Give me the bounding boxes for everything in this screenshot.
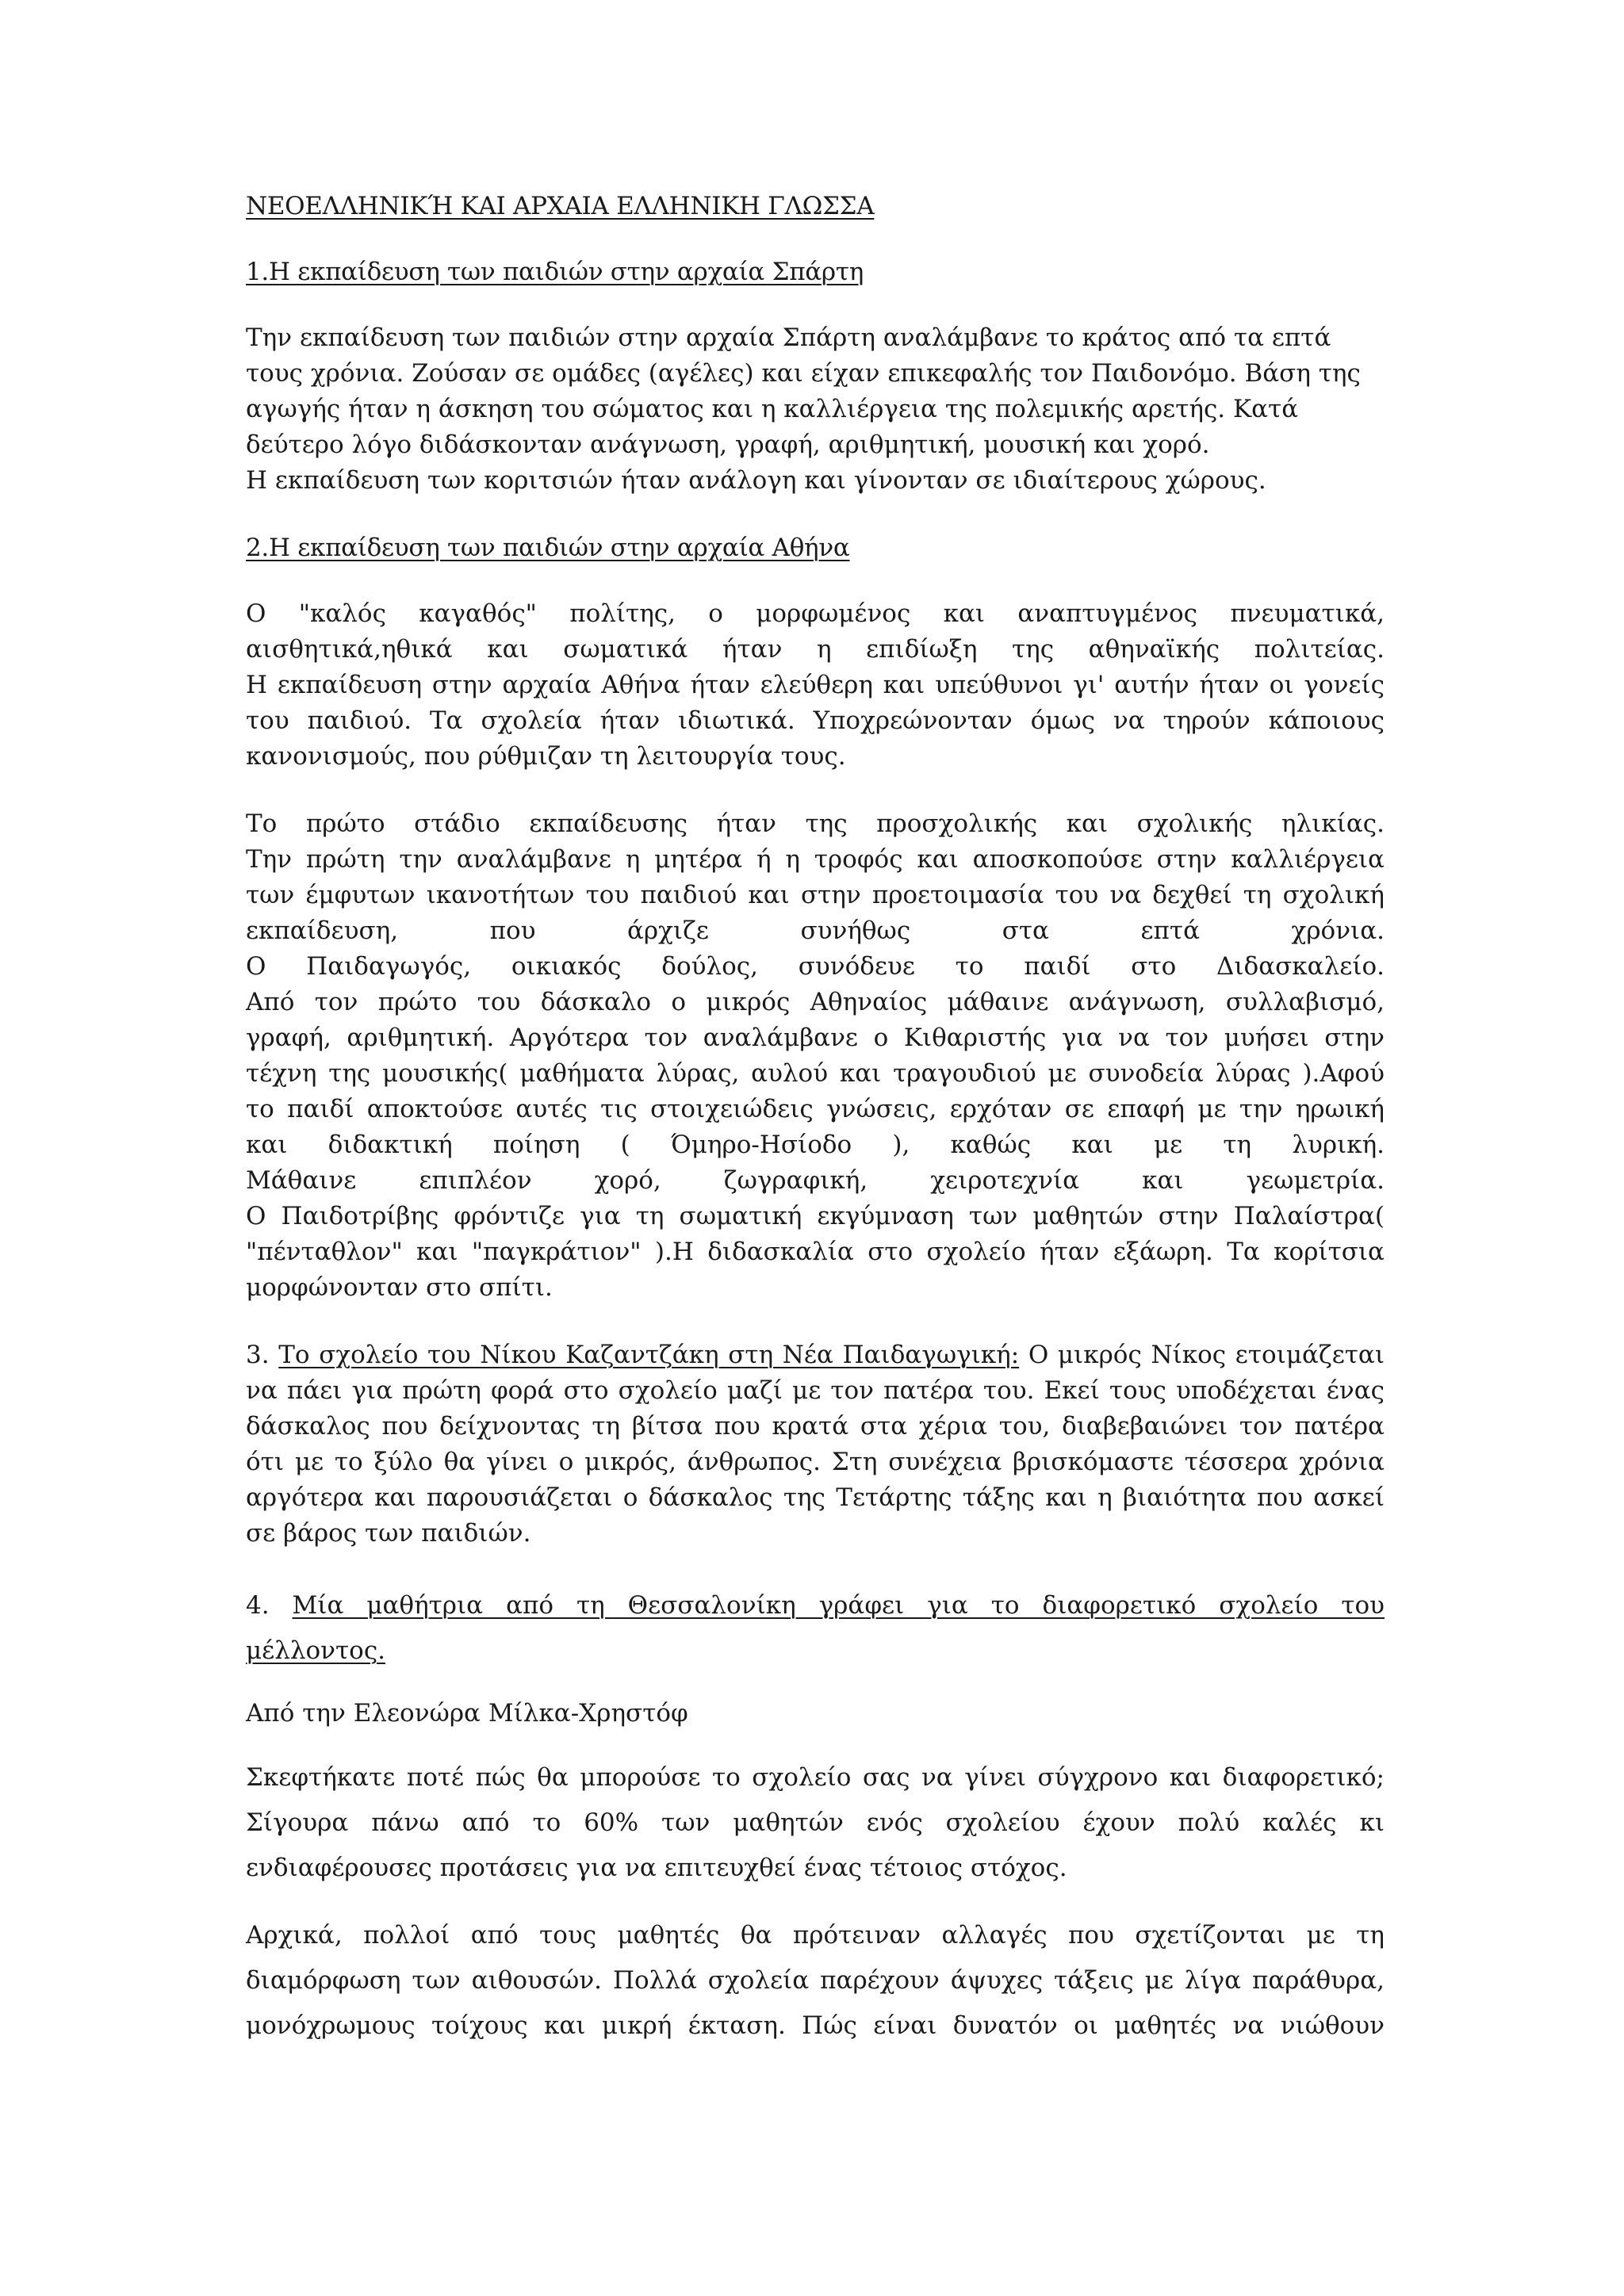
section4-paragraph-2 [246, 1913, 1385, 2049]
text-line: Την πρώτη την αναλάμβανε η μητέρα ή η τροφός και αποσκοπούσε στην καλλιέργεια [246, 845, 1385, 874]
text-line: Το πρώτο στάδιο εκπαίδευσης ήταν της προσχολικής και σχολικής ηλικίας. [246, 809, 1385, 838]
section4-heading: 4. Μία μαθήτρια από τη Θεσσαλονίκη γράφει για το διαφορετικό σχολείο του μέλλοντος. [246, 1591, 1385, 1665]
text-line: Σίγουρα πάνω από το 60% των μαθητών ενός σχολείου έχουν πολύ καλές κι [246, 1808, 1385, 1837]
text-line: των έμφυτων ικανοτήτων του παιδιού και στην προετοιμασία του να δεχθεί τη σχολική [246, 881, 1385, 909]
text-line: μορφώνονταν στο σπίτι. [246, 1273, 553, 1302]
section3-heading: Το σχολείο του Νίκου Καζαντζάκη στη Νέα Παιδαγωγική: [278, 1341, 1020, 1369]
section2-paragraph-2 [246, 806, 1385, 1306]
text-line: τους χρόνια. Ζούσαν σε ομάδες (αγέλες) και είχαν επικεφαλής τον Παιδονόμο. Βάση της [246, 359, 1361, 388]
text-line: αισθητικά,ηθικά και σωματικά ήταν η επιδίωξη της αθηναϊκής πολιτείας. [246, 635, 1385, 664]
text-line: αγωγής ήταν η άσκηση του σώματος και η καλλιέργεια της πολεμικής αρετής. Κατά [246, 395, 1299, 423]
text-line: σε βάρος των παιδιών. [246, 1519, 531, 1548]
text-line: και διδακτική ποίηση ( Όμηρο-Ησίοδο ), καθώς και με τη λυρική. [246, 1131, 1385, 1159]
section3-first-line: 3. Το σχολείο του Νίκου Καζαντζάκη στη Νέα Παιδαγωγική: Ο μικρός Νίκος ετοιμάζεται [246, 1341, 1385, 1369]
document-title [246, 189, 1385, 224]
text-line: να πάει για πρώτη φορά στο σχολείο μαζί με τον πατέρα του. Εκεί τους υποδέχεται ένας [246, 1376, 1385, 1405]
text-line: ενδιαφέρουσες προτάσεις για να επιτευχθεί ένας τέτοιος στόχος. [246, 1854, 1067, 1882]
section1-heading: 1.Η εκπαίδευση των παιδιών στην αρχαία Σπάρτη [246, 258, 864, 286]
text-line: Σκεφτήκατε ποτέ πώς θα μπορούσε το σχολείο σας να γίνει σύγχρονο και διαφορετικό; [246, 1763, 1385, 1792]
text-line: εκπαίδευση, που άρχιζε συνήθως στα επτά χρόνια. [246, 916, 1385, 945]
text-line: "πένταθλον" και "παγκράτιον" ).Η διδασκαλία στο σχολείο ήταν εξάωρη. Τα κορίτσια [246, 1238, 1385, 1266]
text-line: κανονισμούς, που ρύθμιζαν τη λειτουργία τους. [246, 742, 846, 771]
text-line: Η εκπαίδευση στην αρχαία Αθήνα ήταν ελεύθερη και υπεύθυνοι γι' αυτήν ήταν οι γονείς [246, 671, 1385, 699]
section3-paragraph [246, 1337, 1385, 1552]
text-line: τέχνη της μουσικής( μαθήματα λύρας, αυλού και τραγουδιού με συνοδεία λύρας ).Αφού [246, 1059, 1385, 1088]
text-line: μονόχρωμους τοίχους και μικρή έκταση. Πώς είναι δυνατόν οι μαθητές να νιώθουν [246, 2011, 1385, 2040]
text-line: του παιδιού. Τα σχολεία ήταν ιδιωτικά. Υποχρεώνονταν όμως να τηρούν κάποιους [246, 706, 1385, 735]
text-line: το παιδί αποκτούσε αυτές τις στοιχειώδεις γνώσεις, ερχόταν σε επαφή με την ηρωική [246, 1095, 1385, 1123]
section4-author: Από την Ελεονώρα Μίλκα-Χρηστόφ [246, 1699, 688, 1728]
text-line: Αρχικά, πολλοί από τους μαθητές θα πρότειναν αλλαγές που σχετίζονται με τη [246, 1921, 1385, 1950]
section1-paragraph [246, 320, 1385, 499]
section4-paragraph-1 [246, 1755, 1385, 1891]
text-line: Από τον πρώτο του δάσκαλο ο μικρός Αθηναίος μάθαινε ανάγνωση, συλλαβισμό, [246, 988, 1385, 1016]
text-line: δεύτερο λόγο διδάσκονταν ανάγνωση, γραφή, αριθμητική, μουσική και χορό. [246, 430, 1210, 459]
text-line: Την εκπαίδευση των παιδιών στην αρχαία Σπάρτη αναλάμβανε το κράτος από τα επτά [246, 323, 1331, 352]
document-page [246, 189, 1385, 2080]
text-line: ότι με το ξύλο θα γίνει ο μικρός, άνθρωπος. Στη συνέχεια βρισκόμαστε τέσσερα χρόνια [246, 1448, 1385, 1476]
text-line: διαμόρφωση των αιθουσών. Πολλά σχολεία παρέχουν άψυχες τάξεις με λίγα παράθυρα, [246, 1966, 1385, 1995]
title-text: ΝΕΟΕΛΛΗΝΙΚΉ ΚΑΙ ΑΡΧΑΙΑ ΕΛΛΗΝΙΚΗ ΓΛΩΣΣΑ [246, 192, 875, 220]
text-line: γραφή, αριθμητική. Αργότερα τον αναλάμβανε ο Κιθαριστής για να τον μυήσει στην [246, 1024, 1385, 1052]
text-line: Ο Παιδοτρίβης φρόντιζε για τη σωματική εκγύμναση των μαθητών στην Παλαίστρα( [246, 1202, 1385, 1230]
section2-heading: 2.Η εκπαίδευση των παιδιών στην αρχαία Αθήνα [246, 534, 850, 562]
text-line: δάσκαλος που δείχνοντας τη βίτσα που κρατά στα χέρια του, διαβεβαιώνει τον πατέρα [246, 1412, 1385, 1441]
text-line: Η εκπαίδευση των κοριτσιών ήταν ανάλογη και γίνονταν σε ιδιαίτερους χώρους. [246, 466, 1266, 495]
text-line: Ο Παιδαγωγός, οικιακός δούλος, συνόδευε το παιδί στο Διδασκαλείο. [246, 952, 1385, 981]
text-line: Ο "καλός καγαθός" πολίτης, ο μορφωμένος και αναπτυγμένος πνευματικά, [246, 599, 1385, 628]
text-line: Μάθαινε επιπλέον χορό, ζωγραφική, χειροτεχνία και γεωμετρία. [246, 1166, 1385, 1195]
section2-paragraph-1 [246, 596, 1385, 775]
text-line: αργότερα και παρουσιάζεται ο δάσκαλος της Τετάρτης τάξης και η βιαιότητα που ασκεί [246, 1483, 1385, 1512]
